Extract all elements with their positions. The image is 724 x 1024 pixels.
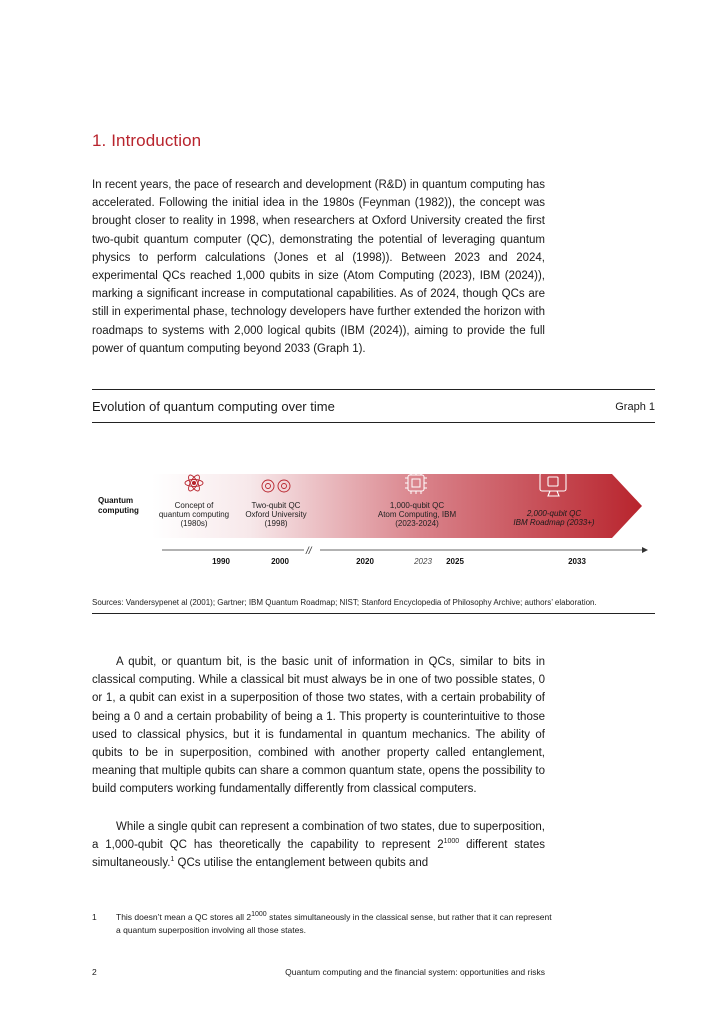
p3-text-3: QCs utilise the entanglement between qubits and	[174, 857, 429, 870]
milestone-4-line2: IBM Roadmap (2033+)	[513, 518, 595, 527]
p3-exponent: 1000	[443, 838, 460, 846]
milestone-3-line1: 1,000-qubit QC	[389, 501, 445, 510]
footnote	[92, 911, 552, 937]
graph-title: Evolution of quantum computing over time	[92, 399, 335, 414]
milestone-3-line3: (2023-2024)	[395, 519, 439, 528]
timeline-chart	[92, 466, 655, 576]
graph-title-rule	[92, 422, 655, 423]
graph-label: Graph 1	[615, 401, 655, 413]
footnote-text	[116, 911, 552, 937]
axis-arrowhead	[642, 547, 648, 553]
graph-bottom-rule	[92, 613, 655, 614]
running-title: Quantum computing and the financial system: opportunities and risks	[285, 967, 545, 977]
milestone-3-line2: Atom Computing, IBM	[377, 510, 457, 519]
graph-sources: Sources: Vandersypenet al (2001); Gartner; IBM Quantum Roadmap; NIST; Stanford Encyclopedia of Philosophy Archive; authors’ elaboration.	[92, 598, 597, 607]
milestone-4-line1: 2,000-qubit QC	[526, 509, 582, 518]
footnote-exponent: 1000	[251, 911, 267, 919]
intro-paragraph: In recent years, the pace of research and development (R&D) in quantum computing has accelerated. Following the initial idea in the 1980s (Feynman (1982)), the concept was brought closer to reality in 1998, when researchers at Oxford University created the first two-qubit quantum computer (QC), demonstrating the potential of leveraging quantum physics to perform calculations (Jones et al (1998)). Between 2023 and 2024, experimental QCs reached 1,000 qubits in size (Atom Computing (2023), IBM (2024)), marking a significant increase in computational capabilities. As of 2024, though QCs are still in experimental phase, technology developers have further extended the horizon with roadmaps to systems with 2,000 logical qubits (IBM (2024)), aiming to provide the full power of quantum computing beyond 2033 (Graph 1).	[92, 179, 545, 355]
milestone-2-line2: Oxford University	[245, 510, 307, 519]
footnote-ref[interactable]: 1	[170, 856, 175, 864]
qubit-paragraph: A qubit, or quantum bit, is the basic unit of information in QCs, similar to bits in classical computing. While a classical bit must always be in one of two possible states, 0 or 1, a qubit can exist in a superposition of those two states, with a certain probability of being a 0 and a certain probability of being a 1. This property is counterintuitive to those used to classical physics, but it is fundamental in quantum mechanics. The ability of qubits to be in superposition, combined with another property called entanglement, meaning that multiple qubits can share a common quantum state, opens the possibility to build computers working fundamentally differently from classical computers.	[92, 656, 545, 796]
page-number: 2	[92, 967, 97, 977]
year-2000: 2000	[271, 557, 289, 566]
section-heading: 1. Introduction	[92, 131, 202, 150]
milestone-1-line2: quantum computing	[158, 510, 230, 519]
milestone-2-line1: Two-qubit QC	[251, 501, 301, 510]
year-1990: 1990	[212, 557, 230, 566]
axis-break: //	[306, 546, 312, 557]
milestone-2-line3: (1998)	[264, 519, 288, 528]
milestone-1-line3: (1980s)	[180, 519, 208, 528]
footnote-number: 1	[92, 912, 97, 922]
p3-text-2: different states simultaneously.	[92, 839, 545, 870]
milestone-1-line1: Concept of	[174, 501, 214, 510]
footnote-text-2: states simultaneously in the classical sense, but rather that it can represent a quantum superposition involving all those states.	[116, 912, 552, 935]
graph-top-rule	[92, 389, 655, 390]
year-2023: 2023	[414, 557, 432, 566]
row-label-line1: Quantum	[98, 496, 134, 505]
row-label-line2: computing	[98, 506, 139, 515]
year-2020: 2020	[356, 557, 374, 566]
year-2025: 2025	[446, 557, 464, 566]
footnote-text-1: This doesn’t mean a QC stores all 2	[116, 912, 252, 922]
year-2033: 2033	[568, 557, 586, 566]
p3-text-1: While a single qubit can represent a combination of two states, due to superposition, a 1,000-qubit QC has theoretically the capability to represent 2	[92, 821, 545, 852]
superposition-paragraph	[92, 818, 545, 873]
